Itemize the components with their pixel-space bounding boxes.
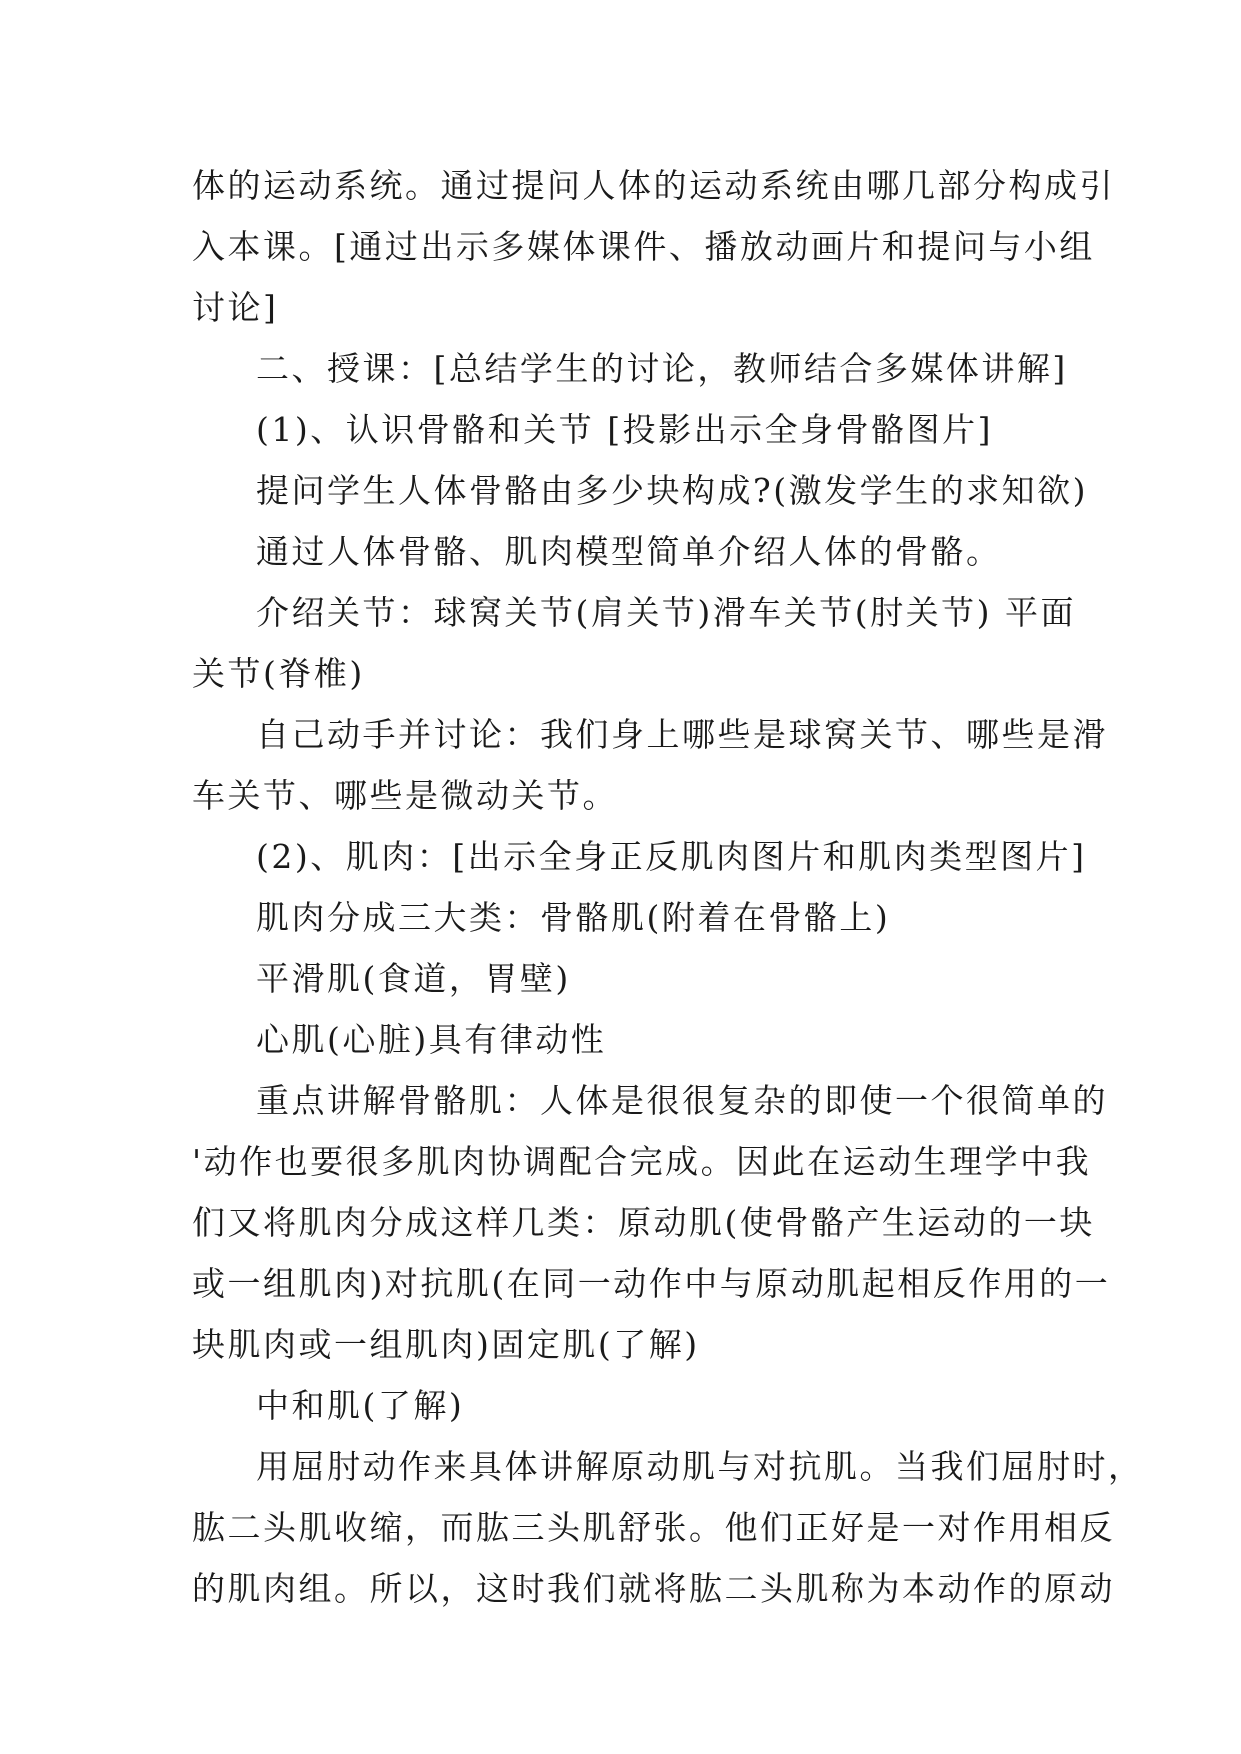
text-line: (2)、肌肉：[出示全身正反肌肉图片和肌肉类型图片] — [256, 837, 1087, 876]
text-line: 块肌肉或一组肌肉)固定肌(了解) — [192, 1325, 700, 1364]
text-line: 用屈肘动作来具体讲解原动肌与对抗肌。当我们屈肘时， — [256, 1447, 1144, 1486]
text-line: '动作也要很多肌肉协调配合完成。因此在运动生理学中我 — [192, 1142, 1092, 1181]
text-line: 关节(脊椎) — [192, 654, 365, 693]
text-line: 肌肉分成三大类：骨骼肌(附着在骨骼上) — [256, 898, 891, 937]
text-line: 自己动手并讨论：我们身上哪些是球窝关节、哪些是滑 — [256, 715, 1108, 754]
text-line: 讨论] — [192, 288, 279, 327]
text-line: 重点讲解骨骼肌：人体是很很复杂的即使一个很简单的 — [256, 1081, 1108, 1120]
text-line: 的肌肉组。所以，这时我们就将肱二头肌称为本动作的原动 — [192, 1569, 1115, 1608]
text-line: 体的运动系统。通过提问人体的运动系统由哪几部分构成引 — [192, 166, 1115, 205]
text-line: 或一组肌肉)对抗肌(在同一动作中与原动肌起相反作用的一 — [192, 1264, 1111, 1303]
text-line: 二、授课：[总结学生的讨论，教师结合多媒体讲解] — [256, 349, 1068, 388]
text-line: 肱二头肌收缩，而肱三头肌舒张。他们正好是一对作用相反 — [192, 1508, 1115, 1547]
document-body — [192, 155, 1144, 1619]
text-line: 平滑肌(食道，胃壁) — [256, 959, 571, 998]
text-line: 们又将肌肉分成这样几类：原动肌(使骨骼产生运动的一块 — [192, 1203, 1095, 1242]
text-line: 中和肌(了解) — [256, 1386, 465, 1425]
text-line: 车关节、哪些是微动关节。 — [192, 776, 618, 815]
text-line: 提问学生人体骨骼由多少块构成?(激发学生的求知欲) — [256, 471, 1088, 510]
text-line: 介绍关节：球窝关节(肩关节)滑车关节(肘关节) 平面 — [256, 593, 1076, 632]
text-line: 通过人体骨骼、肌肉模型简单介绍人体的骨骼。 — [256, 532, 1002, 571]
text-line: (1)、认识骨骼和关节 [投影出示全身骨骼图片] — [256, 410, 993, 449]
text-line: 入本课。[通过出示多媒体课件、播放动画片和提问与小组 — [192, 227, 1095, 266]
text-line: 心肌(心脏)具有律动性 — [256, 1020, 607, 1059]
